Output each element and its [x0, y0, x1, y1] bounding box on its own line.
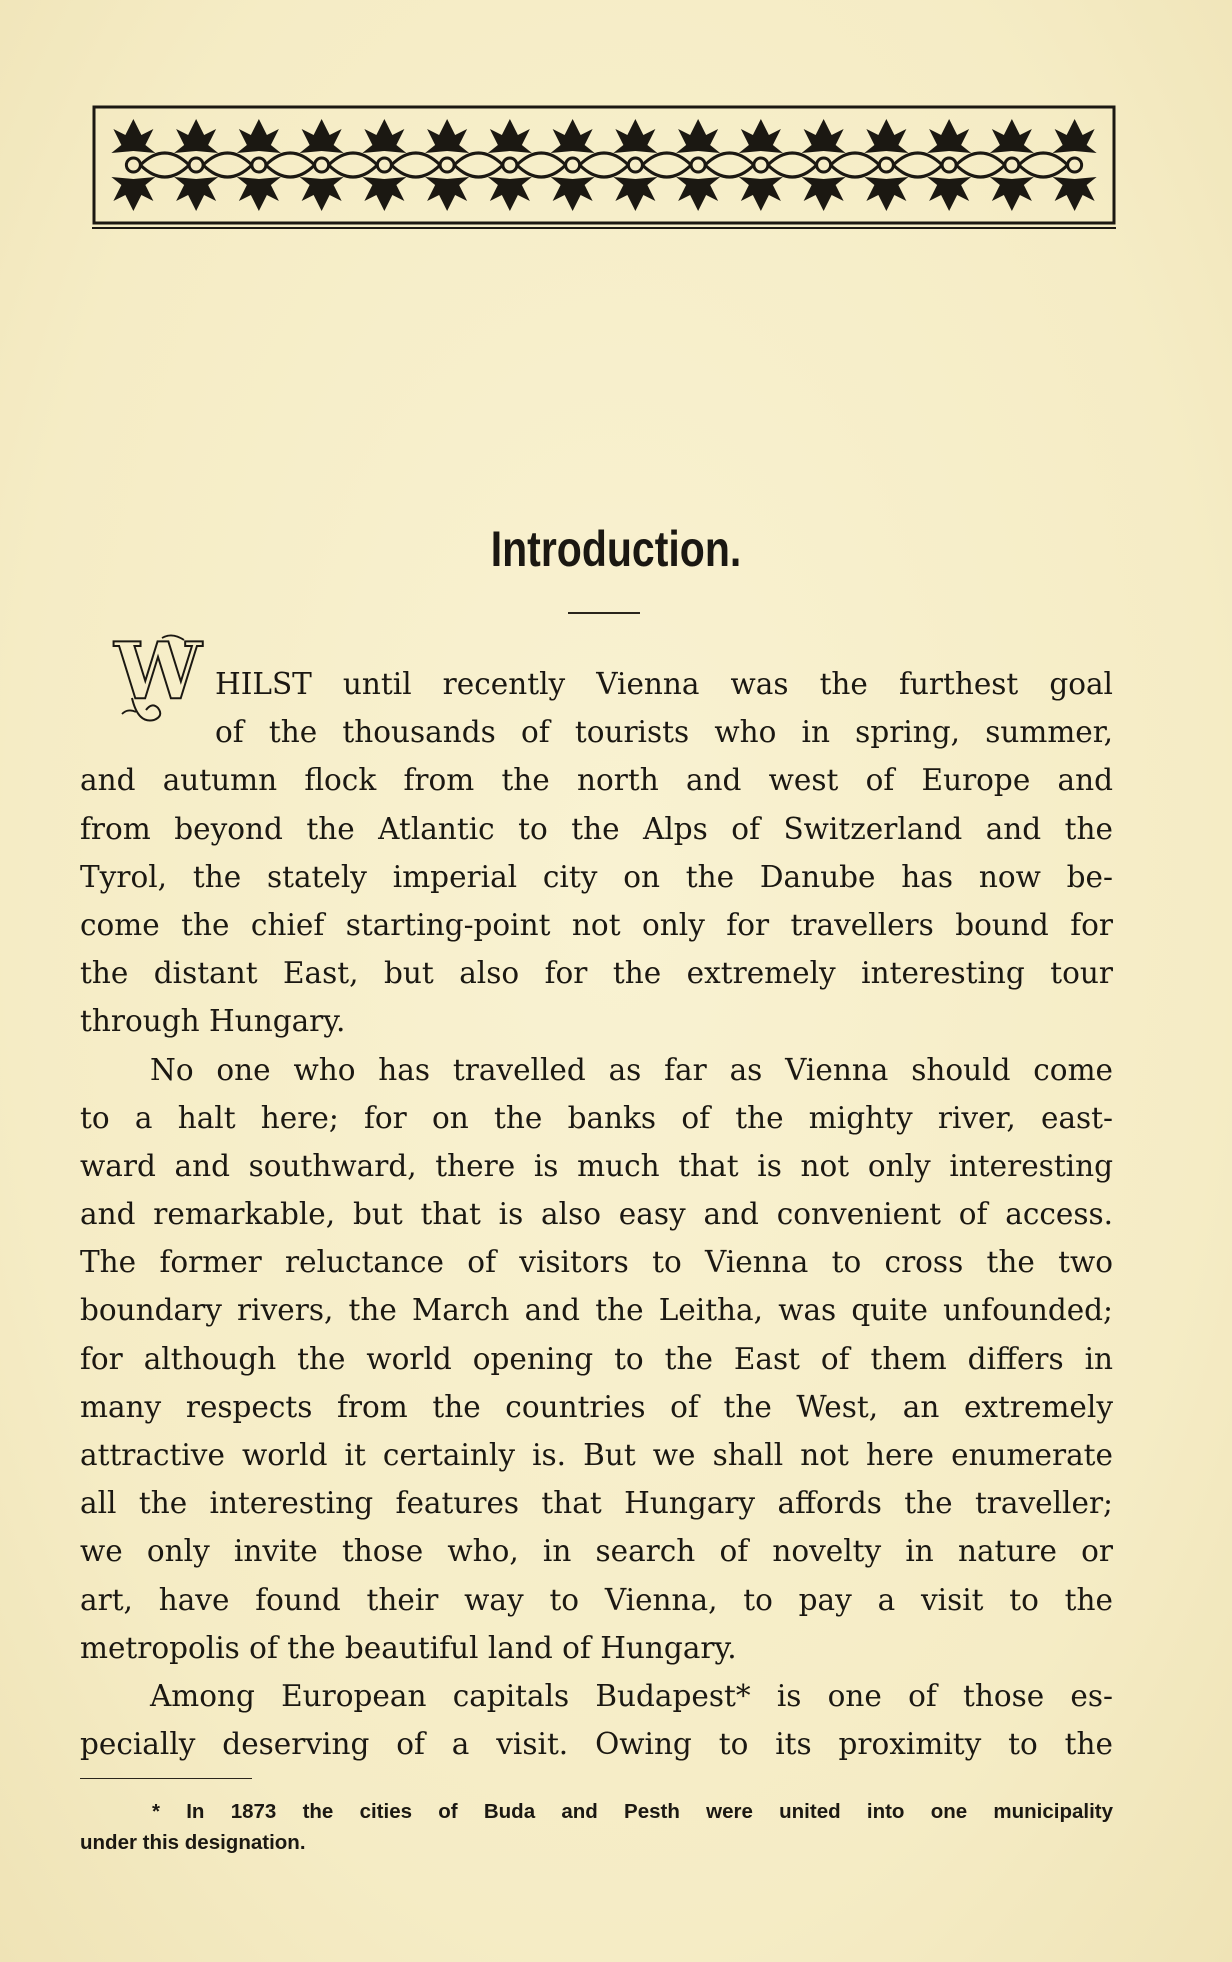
ornament-motif [174, 119, 252, 211]
text-line: HILST until recently Vienna was the furthest goal [215, 667, 1113, 701]
footnote-line: under this designation. [80, 1831, 306, 1854]
text-line: through Hungary. [80, 1004, 346, 1039]
text-line: The former reluctance of visitors to Vienna to cross the two [80, 1245, 1113, 1280]
text-line: ward and southward, there is much that is not only interesting [80, 1148, 1113, 1183]
text-line: and remarkable, but that is also easy and convenient of access. [80, 1197, 1113, 1232]
text-line: to a halt here; for on the banks of the mighty river, east- [80, 1100, 1113, 1135]
text-line: No one who has travelled as far as Vienna should come [150, 1052, 1113, 1087]
ornament-motif [551, 119, 629, 211]
ornament-pattern [92, 105, 1116, 229]
svg-text:W: W [114, 628, 202, 717]
text-line: the distant East, but also for the extremely interesting tour [80, 956, 1113, 991]
text-line: attractive world it certainly is. But we shall not here enumerate [80, 1438, 1113, 1472]
ornamental-header-band [92, 105, 1116, 229]
ornament-motif [111, 119, 189, 211]
text-line: come the chief starting-point not only for travellers bound for [80, 907, 1113, 942]
text-line: many respects from the countries of the West, an extremely [80, 1389, 1113, 1424]
text-line: and autumn flock from the north and west of Europe and [80, 763, 1113, 798]
ornament-motif [927, 119, 1005, 211]
ornament-motif [1053, 119, 1097, 211]
ornament-motif [362, 119, 440, 211]
footnote-line: * In 1873 the cities of Buda and Pesth were united into one municipality [152, 1800, 1113, 1823]
text-line: for although the world opening to the East of them differs in [80, 1341, 1113, 1376]
footnote-divider [80, 1778, 252, 1779]
text-line: Tyrol, the stately imperial city on the Danube has now be- [80, 859, 1113, 894]
text-line: of the thousands of tourists who in spring, summer, [215, 715, 1113, 750]
text-line: metropolis of the beautiful land of Hungary. [80, 1630, 737, 1665]
text-line: all the interesting features that Hungary affords the traveller; [80, 1486, 1113, 1521]
ornament-motif [488, 119, 566, 211]
text-line: Among European capitals Budapest* is one of those es- [150, 1678, 1113, 1713]
ornament-motif [237, 119, 315, 211]
ornament-motif [864, 119, 942, 211]
title-divider [568, 612, 640, 614]
ornament-motif [990, 119, 1068, 211]
text-line: art, have found their way to Vienna, to pay a visit to the [80, 1582, 1113, 1617]
text-line: we only invite those who, in search of novelty in nature or [80, 1534, 1113, 1569]
ornament-motif [739, 119, 817, 211]
footnote [80, 1796, 1113, 1858]
ornament-motif [425, 119, 503, 211]
text-line: pecially deserving of a visit. Owing to its proximity to the [80, 1727, 1113, 1762]
ornament-motif [676, 119, 754, 211]
text-line: from beyond the Atlantic to the Alps of Switzerland and the [80, 811, 1113, 846]
ornament-motif [613, 119, 691, 211]
ornament-motif [300, 119, 378, 211]
ornament-motif [802, 119, 880, 211]
body-text [80, 660, 1113, 1768]
text-line: boundary rivers, the March and the Leitha, was quite unfounded; [80, 1293, 1113, 1328]
page-title: Introduction. [490, 521, 742, 577]
